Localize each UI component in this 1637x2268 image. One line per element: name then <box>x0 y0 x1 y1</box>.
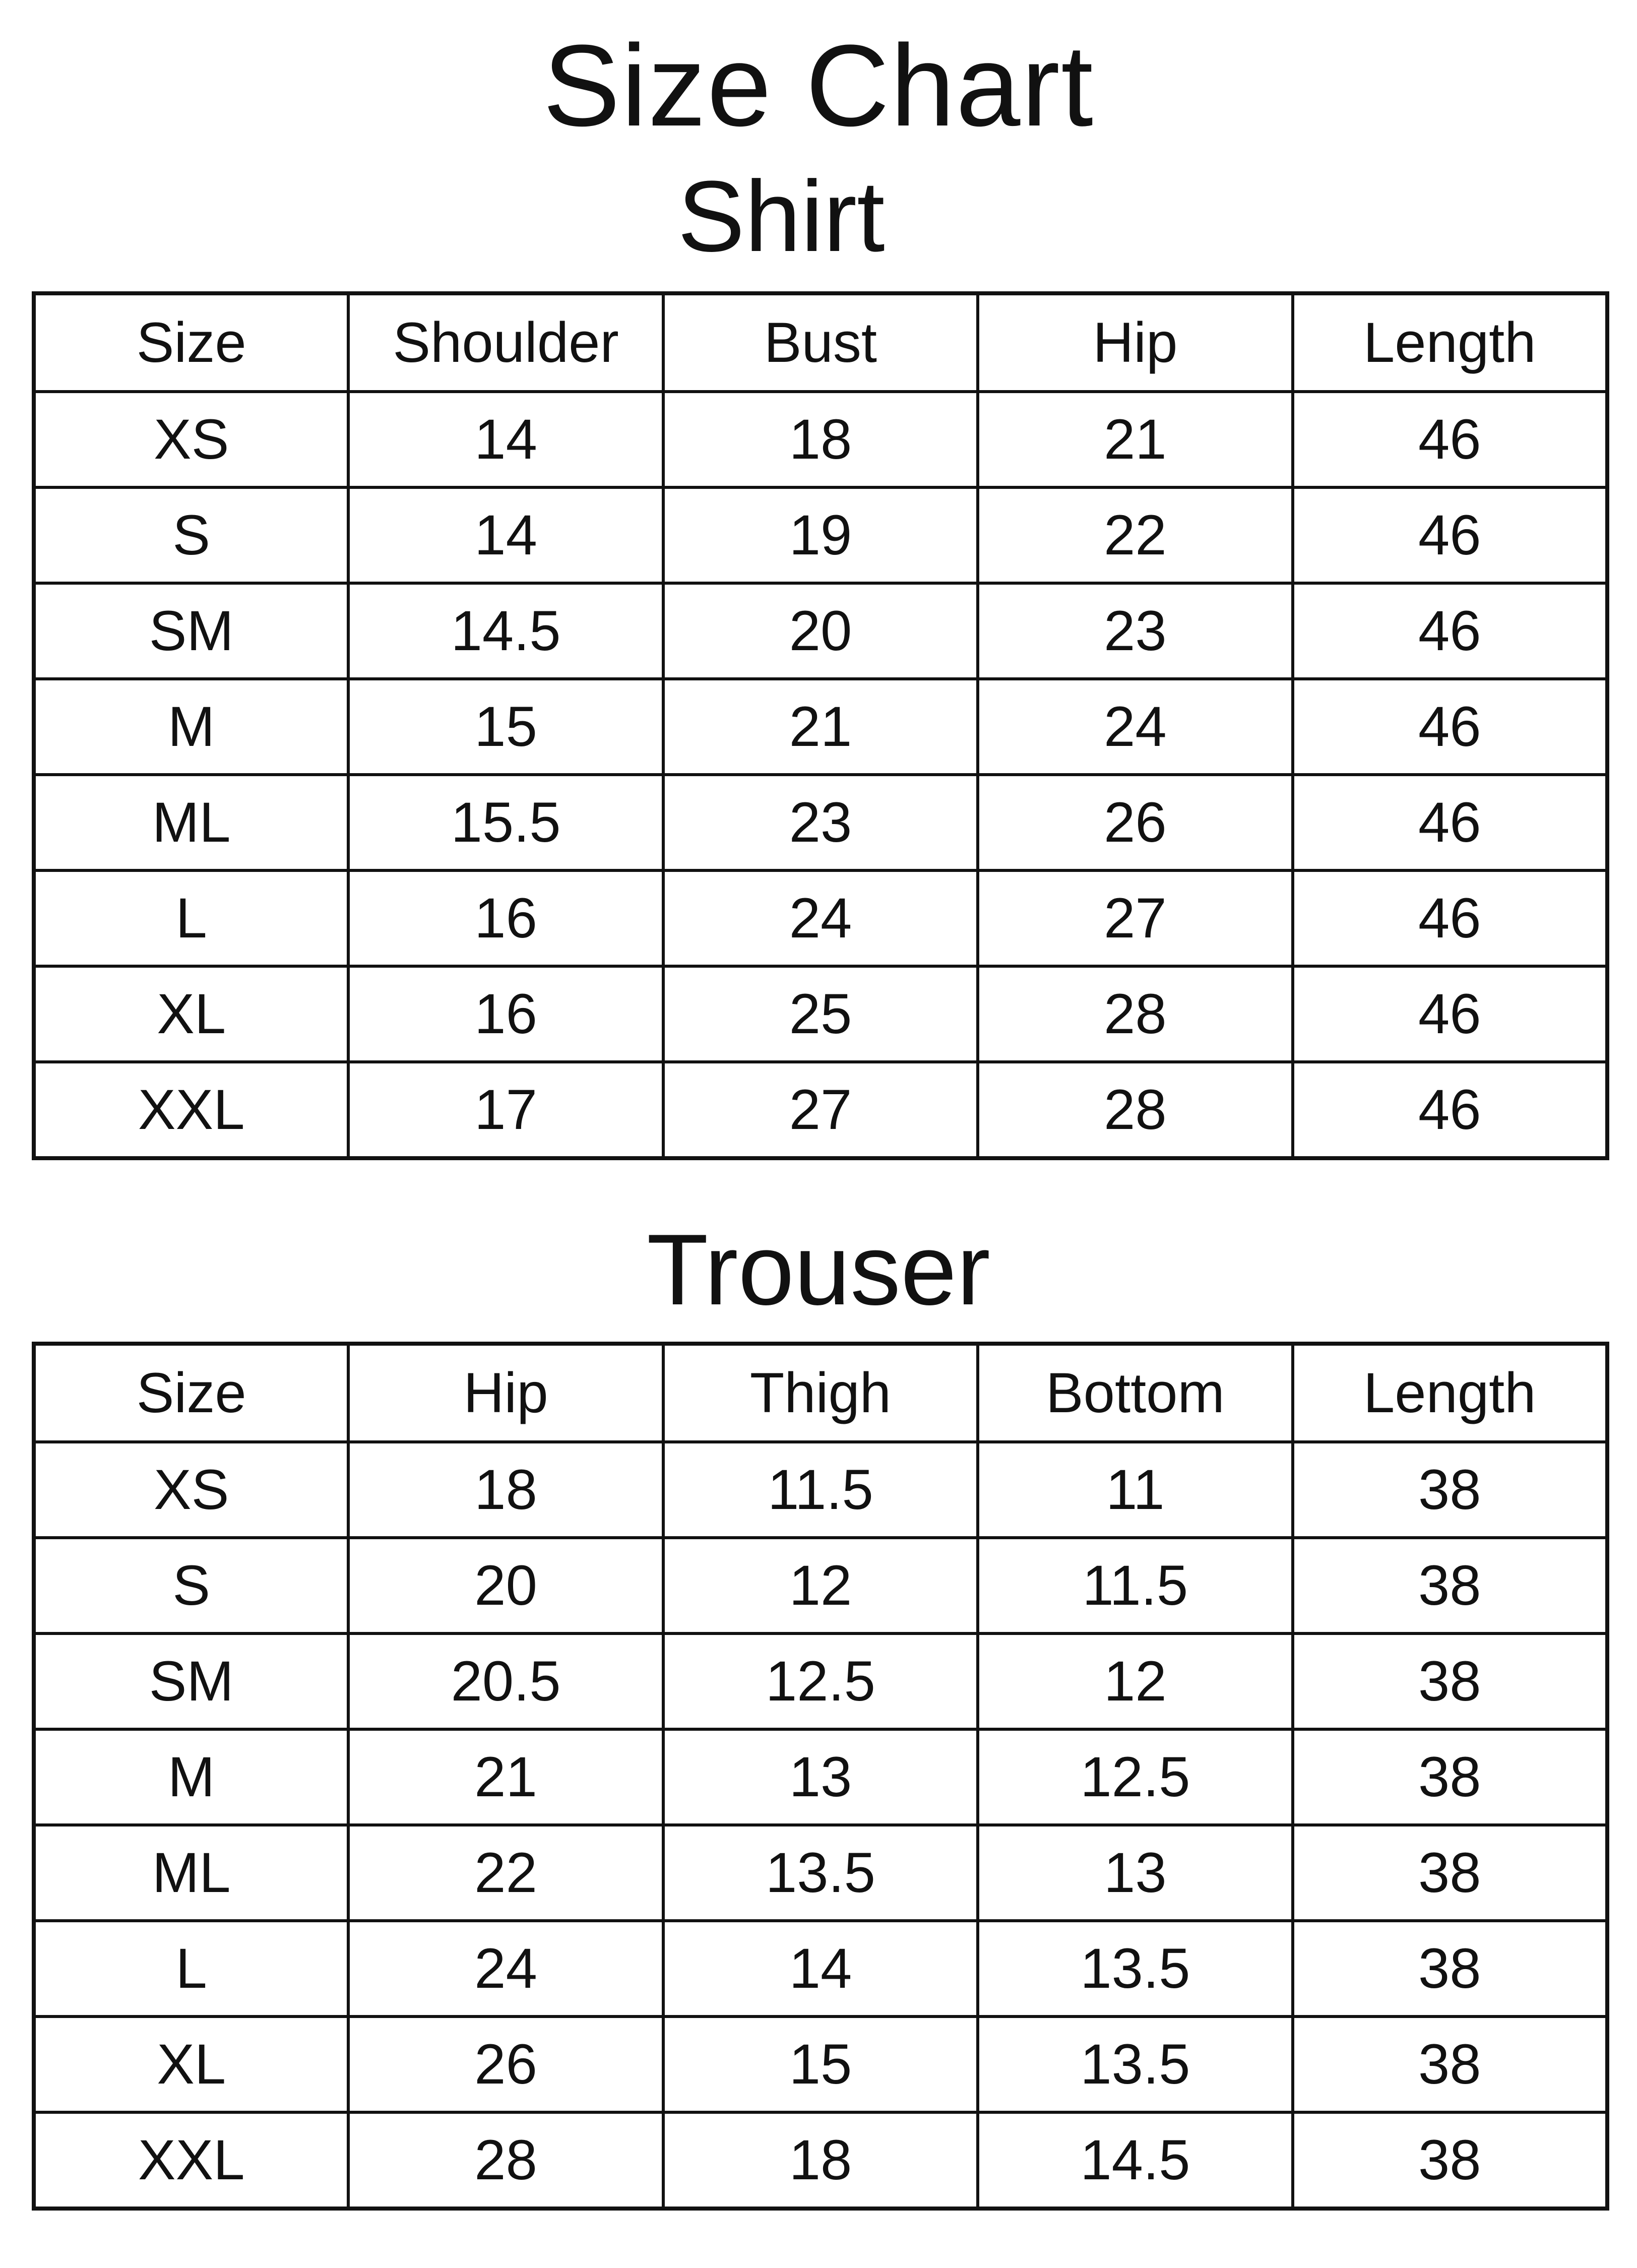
table-cell: 27 <box>663 1062 978 1158</box>
table-cell: 28 <box>348 2112 663 2209</box>
table-cell: 15 <box>663 2017 978 2112</box>
table-cell: 38 <box>1293 1825 1607 1921</box>
table-cell: S <box>34 487 348 583</box>
table-row <box>34 392 1607 487</box>
table-cell: XXL <box>34 2112 348 2209</box>
table-cell: S <box>34 1538 348 1633</box>
trouser-size-table <box>32 1342 1609 2211</box>
column-header: Bottom <box>978 1344 1292 1442</box>
table-cell: 15.5 <box>348 775 663 870</box>
column-header: Shoulder <box>348 293 663 392</box>
table-cell: 21 <box>978 392 1292 487</box>
table-cell: SM <box>34 583 348 679</box>
table-cell: 16 <box>348 966 663 1062</box>
table-row <box>34 1825 1607 1921</box>
table-cell: 24 <box>663 870 978 966</box>
table-cell: 15 <box>348 679 663 775</box>
table-cell: 11 <box>978 1442 1292 1538</box>
shirt-size-table <box>32 291 1609 1160</box>
table-cell: L <box>34 870 348 966</box>
table-cell: 13 <box>978 1825 1292 1921</box>
table-cell: 38 <box>1293 2017 1607 2112</box>
table-cell: 46 <box>1293 870 1607 966</box>
table-row <box>34 1921 1607 2017</box>
table-cell: 22 <box>978 487 1292 583</box>
column-header: Length <box>1293 293 1607 392</box>
table-header-row <box>34 293 1607 392</box>
column-header: Size <box>34 1344 348 1442</box>
table-row <box>34 775 1607 870</box>
table-cell: L <box>34 1921 348 2017</box>
table-cell: 12.5 <box>663 1633 978 1729</box>
column-header: Thigh <box>663 1344 978 1442</box>
table-cell: M <box>34 679 348 775</box>
table-row <box>34 1062 1607 1158</box>
table-cell: 16 <box>348 870 663 966</box>
table-row <box>34 487 1607 583</box>
table-cell: 46 <box>1293 775 1607 870</box>
table-cell: 25 <box>663 966 978 1062</box>
table-cell: 27 <box>978 870 1292 966</box>
table-cell: 14 <box>348 392 663 487</box>
table-cell: 21 <box>663 679 978 775</box>
table-cell: 12.5 <box>978 1729 1292 1825</box>
column-header: Hip <box>348 1344 663 1442</box>
table-cell: 28 <box>978 966 1292 1062</box>
table-cell: M <box>34 1729 348 1825</box>
table-cell: XS <box>34 1442 348 1538</box>
table-cell: 11.5 <box>978 1538 1292 1633</box>
table-cell: 46 <box>1293 392 1607 487</box>
table-cell: 20.5 <box>348 1633 663 1729</box>
table-cell: 24 <box>348 1921 663 2017</box>
table-cell: 24 <box>978 679 1292 775</box>
table-cell: 14 <box>348 487 663 583</box>
table-cell: 13.5 <box>978 1921 1292 2017</box>
table-cell: 28 <box>978 1062 1292 1158</box>
table-row <box>34 870 1607 966</box>
table-cell: 12 <box>663 1538 978 1633</box>
table-cell: 13.5 <box>978 2017 1292 2112</box>
table-cell: 17 <box>348 1062 663 1158</box>
table-cell: XL <box>34 966 348 1062</box>
column-header: Hip <box>978 293 1292 392</box>
table-cell: 18 <box>348 1442 663 1538</box>
column-header: Bust <box>663 293 978 392</box>
table-row <box>34 583 1607 679</box>
table-cell: 38 <box>1293 2112 1607 2209</box>
table-row <box>34 2017 1607 2112</box>
table-row <box>34 679 1607 775</box>
table-cell: SM <box>34 1633 348 1729</box>
table-cell: ML <box>34 775 348 870</box>
table-cell: 18 <box>663 2112 978 2209</box>
table-cell: ML <box>34 1825 348 1921</box>
table-cell: 26 <box>978 775 1292 870</box>
shirt-heading: Shirt <box>677 160 885 273</box>
page-title: Size Chart <box>543 21 1094 150</box>
column-header: Size <box>34 293 348 392</box>
table-cell: 11.5 <box>663 1442 978 1538</box>
table-cell: 14.5 <box>348 583 663 679</box>
table-cell: 26 <box>348 2017 663 2112</box>
table-row <box>34 966 1607 1062</box>
table-cell: 46 <box>1293 1062 1607 1158</box>
table-cell: 14 <box>663 1921 978 2017</box>
table-cell: 22 <box>348 1825 663 1921</box>
table-cell: 38 <box>1293 1538 1607 1633</box>
table-cell: 13.5 <box>663 1825 978 1921</box>
table-row <box>34 1729 1607 1825</box>
table-cell: 38 <box>1293 1921 1607 2017</box>
table-cell: 23 <box>663 775 978 870</box>
table-cell: 13 <box>663 1729 978 1825</box>
table-cell: XS <box>34 392 348 487</box>
table-row <box>34 1633 1607 1729</box>
table-cell: XL <box>34 2017 348 2112</box>
table-cell: XXL <box>34 1062 348 1158</box>
table-row <box>34 1442 1607 1538</box>
table-cell: 23 <box>978 583 1292 679</box>
column-header: Length <box>1293 1344 1607 1442</box>
table-row <box>34 2112 1607 2209</box>
trouser-heading: Trouser <box>647 1214 990 1326</box>
table-cell: 20 <box>348 1538 663 1633</box>
table-cell: 18 <box>663 392 978 487</box>
table-cell: 12 <box>978 1633 1292 1729</box>
table-cell: 21 <box>348 1729 663 1825</box>
table-cell: 38 <box>1293 1442 1607 1538</box>
table-header-row <box>34 1344 1607 1442</box>
table-cell: 19 <box>663 487 978 583</box>
table-cell: 46 <box>1293 487 1607 583</box>
table-cell: 38 <box>1293 1633 1607 1729</box>
table-row <box>34 1538 1607 1633</box>
table-cell: 14.5 <box>978 2112 1292 2209</box>
table-cell: 20 <box>663 583 978 679</box>
table-cell: 46 <box>1293 966 1607 1062</box>
table-cell: 46 <box>1293 583 1607 679</box>
table-cell: 38 <box>1293 1729 1607 1825</box>
table-cell: 46 <box>1293 679 1607 775</box>
